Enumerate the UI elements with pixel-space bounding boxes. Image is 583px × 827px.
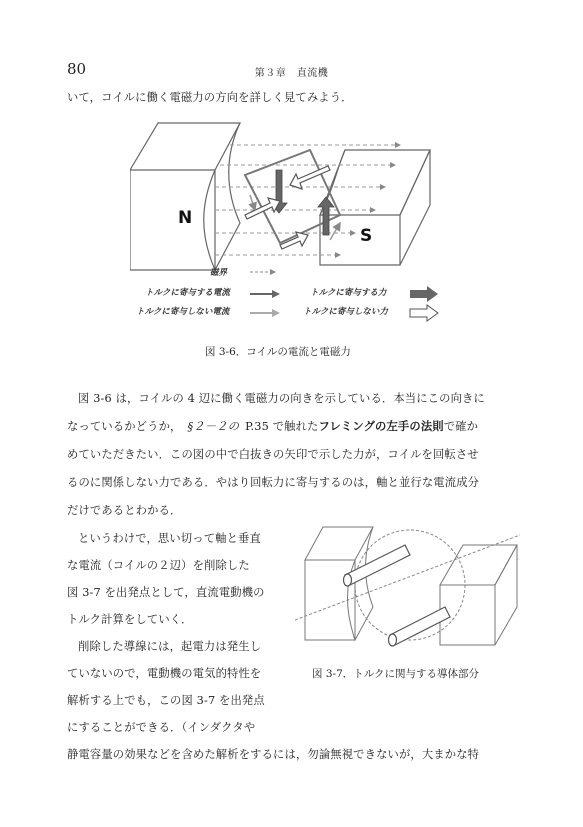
paragraph-1-line-2-a: なっているかどうか，	[67, 420, 182, 433]
paragraph-3-line-4: にすることができる．（インダクタや	[67, 721, 256, 734]
paragraph-2-line-1: というわけで，思い切って軸と垂直	[78, 532, 261, 545]
paragraph-1-line-2-b: P.35 で触れた	[245, 420, 319, 433]
figure-3-6-caption: 図 3-6．コイルの電流と電磁力	[205, 346, 351, 358]
legend	[136, 267, 438, 321]
figure-3-7	[295, 515, 525, 655]
n-pole-label: N	[178, 208, 193, 228]
paragraph-3-line-1: 削除した導線には，起電力は発生し	[78, 640, 262, 653]
s-pole-magnet-small	[440, 545, 517, 645]
paragraph-1-line-2	[67, 418, 478, 434]
paragraph-1-line-2-c: で確か	[443, 420, 479, 433]
legend-torque-force-label: トルクに寄与する力	[310, 288, 387, 298]
magnetic-field-lines	[215, 145, 400, 255]
n-pole-magnet-small	[305, 527, 373, 640]
paragraph-1-line-3: めていただきたい．この図の中で白抜きの矢印で示した力が，コイルを回転させ	[67, 448, 479, 461]
intro-line: いて，コイルに働く電磁力の方向を詳しく見てみよう．	[67, 91, 353, 104]
legend-non-torque-current-swatch	[250, 309, 280, 317]
legend-non-torque-current-label: トルクに寄与しない電流	[136, 307, 230, 317]
flemings-left-hand-rule: フレミングの左手の法則	[318, 419, 444, 433]
paragraph-3-line-2: ていないので，電動機の電気的特性を	[67, 667, 262, 680]
legend-torque-current-label: トルクに寄与する電流	[145, 288, 230, 298]
page-number: 80	[67, 60, 87, 78]
legend-torque-current-swatch	[250, 290, 280, 298]
paragraph-3-line-5: 静電容量の効果などを含めた解析をするには，勿論無視できないが，大まかな特	[67, 748, 480, 761]
legend-non-torque-force-swatch	[410, 305, 438, 321]
legend-torque-force-swatch	[410, 286, 438, 302]
s-pole-label: S	[360, 226, 373, 246]
paragraph-3-line-3: 解析する上でも，この図 3-7 を出発点	[67, 694, 265, 707]
section-reference: §２－２の	[187, 420, 240, 433]
legend-non-torque-force-label: トルクに寄与しない力	[303, 307, 388, 317]
paragraph-1-line-4: るのに関係しない力である．やはり回転力に寄与するのは，軸と並行な電流成分	[67, 476, 480, 489]
paragraph-2-line-3: 図 3-7 を出発点として，直流電動機の	[67, 586, 265, 599]
n-pole-magnet	[130, 123, 240, 270]
paragraph-2-line-2: な電流（コイルの２辺）を削除した	[67, 559, 250, 572]
paragraph-1-line-5: だけであるとわかる．	[67, 504, 182, 517]
paragraph-2-line-4: トルク計算をしていく．	[67, 613, 193, 626]
running-head: 第３章 直流機	[254, 68, 329, 79]
figure-3-7-caption: 図 3-7．トルクに関与する導体部分	[312, 668, 480, 680]
paragraph-1-line-1: 図 3-6 は，コイルの 4 辺に働く電磁力の向きを示している．本当にこの向きに	[78, 392, 485, 405]
legend-field-label: 磁界	[210, 268, 228, 278]
non-torque-force-arrows	[245, 166, 330, 249]
figure-3-6	[130, 115, 450, 330]
